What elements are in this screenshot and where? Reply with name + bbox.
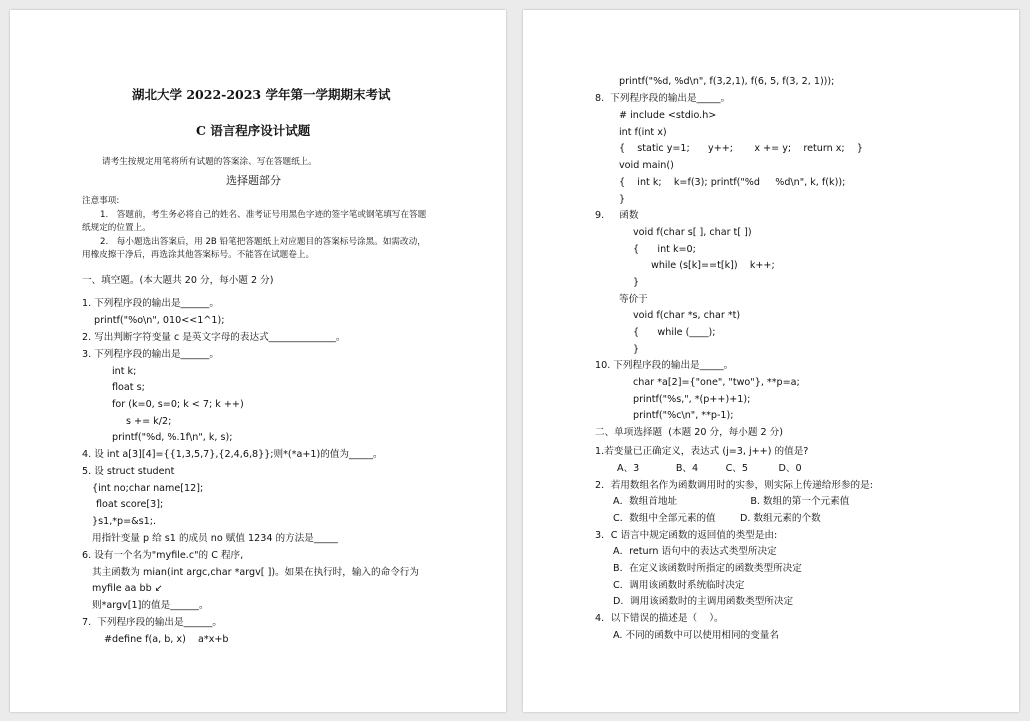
code-line: } <box>633 277 640 288</box>
question-line: 3．C 语言中规定函数的返回值的类型是由: <box>595 530 778 541</box>
question-line: 4. 设 int a[3][4]={{1,3,5,7},{2,4,6,8}};则*(*a+1)的值为_____。 <box>82 449 383 460</box>
question-line: 7. 下列程序段的输出是______。 <box>82 617 222 628</box>
code-line: void main() <box>619 160 674 171</box>
question-line: 用指针变量 p 给 s1 的成员 no 赋值 1234 的方法是_____ <box>92 533 338 544</box>
code-line: printf("%c\n", **p-1); <box>633 410 734 421</box>
question-line: 1. 下列程序段的输出是______。 <box>82 298 219 309</box>
part2-heading: 二、单项选择题 (本题 20 分，每小题 2 分) <box>595 427 784 438</box>
option-line: A．return 语句中的表达式类型所决定 <box>613 546 777 557</box>
code-line: s += k/2; <box>126 416 172 427</box>
question-line: 10. 下列程序段的输出是_____。 <box>595 360 734 371</box>
code-line: int f(int x) <box>619 127 667 138</box>
question-line: 2. 写出判断字符变量 c 是英文字母的表达式______________。 <box>82 332 346 343</box>
option-line: A、3 B、4 C、5 D、0 <box>617 463 802 474</box>
exam-title: 湖北大学 2022-2023 学年第一学期期末考试 <box>132 87 391 102</box>
code-line: {int no;char name[12]; <box>92 483 204 494</box>
code-line: { int k; k=f(3); printf("%d %d\n", k, f(k)); <box>619 177 846 188</box>
question-line: 其主函数为 mian(int argc,char *argv[ ])。如果在执行时，输入的命令行为 <box>92 567 419 578</box>
question-line: 9. 函数 <box>595 210 639 221</box>
question-line: 4．以下错误的描述是（ ）。 <box>595 613 724 624</box>
exam-instruction: 请考生按规定用笔将所有试题的答案涂、写在答题纸上。 <box>102 157 317 167</box>
code-line: } <box>633 344 640 355</box>
code-line: while (s[k]==t[k]) k++; <box>651 260 775 271</box>
code-line: { while (____); <box>633 327 716 338</box>
code-line: float s; <box>112 382 145 393</box>
question-line: 等价于 <box>619 294 648 305</box>
option-line: A. 不同的函数中可以使用相同的变量名 <box>613 630 779 641</box>
code-line: void f(char *s, char *t) <box>633 310 741 321</box>
code-line: void f(char s[ ], char t[ ]) <box>633 227 752 238</box>
question-line: 6. 设有一个名为"myfile.c"的 C 程序, <box>82 550 244 561</box>
question-line: 3. 下列程序段的输出是______。 <box>82 349 219 360</box>
part1-heading: 一、填空题。(本大题共 20 分，每小题 2 分) <box>82 275 274 286</box>
code-line: #define f(a, b, x) a*x+b <box>104 634 229 645</box>
note-1-line-a: 1. 答题前，考生务必将自己的姓名、准考证号用黑色字迹的签字笔或钢笔填写在答题 <box>100 210 427 220</box>
exam-page-right <box>523 10 1019 712</box>
code-line: }s1,*p=&s1;. <box>92 516 157 527</box>
question-line: printf("%o\n", 010<<1^1); <box>94 315 225 326</box>
code-line: printf("%d, %.1f\n", k, s); <box>112 432 233 443</box>
code-line: printf("%s,", *(p++)+1); <box>633 394 751 405</box>
option-line: A．数组首地址 B. 数组的第一个元素值 <box>613 496 850 507</box>
note-1-line-b: 纸规定的位置上。 <box>82 223 151 233</box>
question-line: 5. 设 struct student <box>82 466 175 477</box>
section-choice-heading: 选择题部分 <box>226 174 281 187</box>
code-line: { static y=1; y++; x += y; return x; } <box>619 143 863 154</box>
code-line: printf("%d, %d\n", f(3,2,1), f(6, 5, f(3, 2, 1))); <box>619 76 835 87</box>
question-line: 2．若用数组名作为函数调用时的实参，则实际上传递给形参的是: <box>595 480 873 491</box>
option-line: C．数组中全部元素的值 D. 数组元素的个数 <box>613 513 821 524</box>
code-line: # include <stdio.h> <box>619 110 717 121</box>
notes-heading: 注意事项: <box>82 196 120 206</box>
code-line: { int k=0; <box>633 244 696 255</box>
option-line: D．调用该函数时的主调用函数类型所决定 <box>613 596 794 607</box>
question-line: 1.若变量已正确定义，表达式 (j=3, j++) 的值是? <box>595 446 809 457</box>
code-line: char *a[2]={"one", "two"}, **p=a; <box>633 377 800 388</box>
code-line: for (k=0, s=0; k < 7; k ++) <box>112 399 244 410</box>
option-line: C．调用该函数时系统临时决定 <box>613 580 745 591</box>
option-line: B．在定义该函数时所指定的函数类型所决定 <box>613 563 802 574</box>
exam-subtitle: C 语言程序设计试题 <box>196 123 311 138</box>
question-line: myfile aa bb ↙ <box>92 583 163 594</box>
note-2-line-a: 2. 每小题选出答案后，用 2B 铅笔把答题纸上对应题目的答案标号涂黑。如需改动， <box>100 237 426 247</box>
question-line: 8. 下列程序段的输出是_____。 <box>595 93 731 104</box>
code-line: float score[3]; <box>96 499 164 510</box>
exam-page-left <box>10 10 506 712</box>
question-line: 则*argv[1]的值是______。 <box>92 600 209 611</box>
note-2-line-b: 用橡皮擦干净后，再选涂其他答案标号。不能答在试题卷上。 <box>82 250 315 260</box>
code-line: } <box>619 194 626 205</box>
code-line: int k; <box>112 366 137 377</box>
